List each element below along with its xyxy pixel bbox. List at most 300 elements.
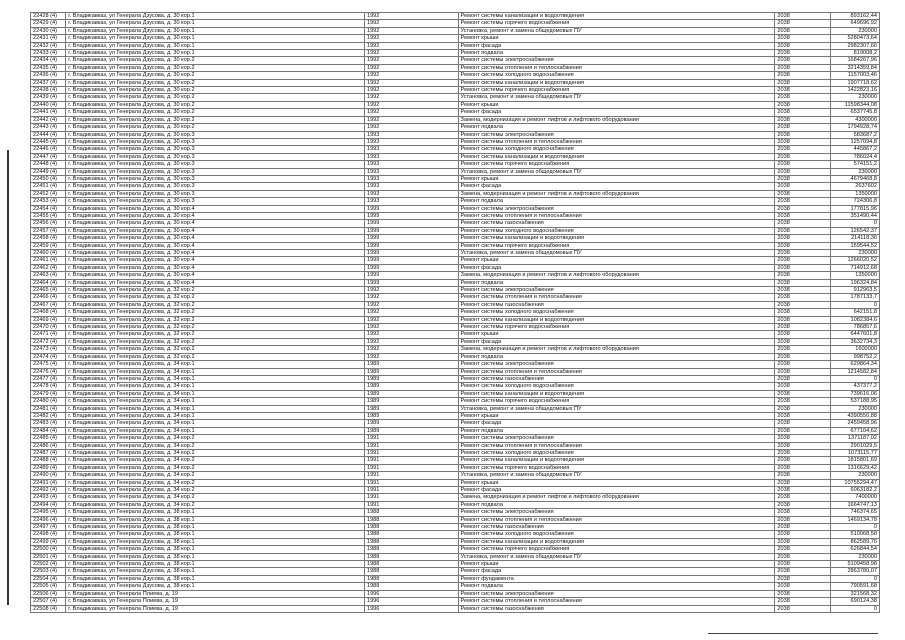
work-type-cell: Замена, модернизация и ремонт лифтов и лифтового оборудования bbox=[458, 190, 775, 197]
row-id-cell: 22437 (4) bbox=[31, 79, 66, 86]
cost-cell: 1371187,02 bbox=[830, 435, 879, 442]
table-row bbox=[31, 138, 880, 145]
plan-year-cell: 2038 bbox=[775, 50, 830, 57]
address-cell: г. Владикавказ, ул Генерала Дзусова, д. 34 кор.1 bbox=[66, 427, 365, 434]
plan-year-cell: 2038 bbox=[775, 435, 830, 442]
row-id-cell: 22483 (4) bbox=[31, 420, 66, 427]
work-type-cell: Установка, ремонт и замена общедомовых ПУ bbox=[458, 94, 775, 101]
plan-year-cell: 2038 bbox=[775, 412, 830, 419]
plan-year-cell: 2038 bbox=[775, 264, 830, 271]
table-row bbox=[31, 227, 880, 234]
year-cell: 1992 bbox=[364, 116, 458, 123]
cost-cell: 0 bbox=[830, 575, 879, 582]
year-cell: 1988 bbox=[364, 546, 458, 553]
row-id-cell: 22449 (4) bbox=[31, 168, 66, 175]
row-id-cell: 22505 (4) bbox=[31, 583, 66, 590]
cost-cell: 510068,58 bbox=[830, 531, 879, 538]
work-type-cell: Ремонт подвала bbox=[458, 353, 775, 360]
work-type-cell: Ремонт системы канализации и водоотведения bbox=[458, 457, 775, 464]
work-type-cell: Ремонт системы отопления и теплоснабжения bbox=[458, 516, 775, 523]
table-row bbox=[31, 309, 880, 316]
table-row bbox=[31, 190, 880, 197]
table-row bbox=[31, 13, 880, 20]
row-id-cell: 22508 (4) bbox=[31, 605, 66, 612]
cost-cell: 4390550,88 bbox=[830, 412, 879, 419]
cost-cell: 3214359,84 bbox=[830, 64, 879, 71]
table-row bbox=[31, 35, 880, 42]
year-cell: 1999 bbox=[364, 242, 458, 249]
work-type-cell: Ремонт системы горячего водоснабжения bbox=[458, 398, 775, 405]
year-cell: 1988 bbox=[364, 531, 458, 538]
year-cell: 1992 bbox=[364, 27, 458, 34]
table-row bbox=[31, 301, 880, 308]
work-type-cell: Ремонт фасада bbox=[458, 487, 775, 494]
cost-cell: 862589,76 bbox=[830, 538, 879, 545]
row-id-cell: 22475 (4) bbox=[31, 361, 66, 368]
cost-cell: 445867,2 bbox=[830, 146, 879, 153]
plan-year-cell: 2038 bbox=[775, 516, 830, 523]
year-cell: 1991 bbox=[364, 464, 458, 471]
work-type-cell: Ремонт системы канализации и водоотведения bbox=[458, 390, 775, 397]
year-cell: 1999 bbox=[364, 257, 458, 264]
year-cell: 1989 bbox=[364, 390, 458, 397]
year-cell: 1988 bbox=[364, 524, 458, 531]
cost-cell: 1214582,84 bbox=[830, 368, 879, 375]
row-id-cell: 22472 (4) bbox=[31, 338, 66, 345]
table-row bbox=[31, 472, 880, 479]
year-cell: 1992 bbox=[364, 346, 458, 353]
plan-year-cell: 2038 bbox=[775, 553, 830, 560]
year-cell: 1992 bbox=[364, 101, 458, 108]
plan-year-cell: 2038 bbox=[775, 57, 830, 64]
row-id-cell: 22470 (4) bbox=[31, 324, 66, 331]
year-cell: 1993 bbox=[364, 161, 458, 168]
year-cell: 1988 bbox=[364, 575, 458, 582]
row-id-cell: 22484 (4) bbox=[31, 427, 66, 434]
plan-year-cell: 2038 bbox=[775, 457, 830, 464]
row-id-cell: 22486 (4) bbox=[31, 442, 66, 449]
row-id-cell: 22493 (4) bbox=[31, 494, 66, 501]
year-cell: 1991 bbox=[364, 449, 458, 456]
work-type-cell: Ремонт системы электроснабжения bbox=[458, 509, 775, 516]
plan-year-cell: 2038 bbox=[775, 190, 830, 197]
work-type-cell: Ремонт системы холодного водоснабжения bbox=[458, 227, 775, 234]
plan-year-cell: 2038 bbox=[775, 257, 830, 264]
work-type-cell: Ремонт фасада bbox=[458, 420, 775, 427]
address-cell: г. Владикавказ, ул Генерала Дзусова, д. 30 кор.2 bbox=[66, 109, 365, 116]
address-cell: г. Владикавказ, ул Генерала Дзусова, д. 34 кор.2 bbox=[66, 464, 365, 471]
address-cell: г. Владикавказ, ул Генерала Дзусова, д. 30 кор.4 bbox=[66, 205, 365, 212]
year-cell: 1992 bbox=[364, 324, 458, 331]
signature-line bbox=[708, 633, 878, 634]
cost-cell: 1684267,96 bbox=[830, 57, 879, 64]
year-cell: 1992 bbox=[364, 338, 458, 345]
work-type-cell: Ремонт системы электроснабжения bbox=[458, 361, 775, 368]
table-row bbox=[31, 494, 880, 501]
address-cell: г. Владикавказ, ул Генерала Дзусова, д. 32 кор.2 bbox=[66, 301, 365, 308]
address-cell: г. Владикавказ, ул Генерала Дзусова, д. 38 кор.1 bbox=[66, 561, 365, 568]
year-cell: 1988 bbox=[364, 553, 458, 560]
address-cell: г. Владикавказ, ул Генерала Дзусова, д. 30 кор.3 bbox=[66, 183, 365, 190]
address-cell: г. Владикавказ, ул Генерала Дзусова, д. 32 кор.2 bbox=[66, 353, 365, 360]
work-type-cell: Ремонт системы газоснабжения bbox=[458, 220, 775, 227]
year-cell: 1989 bbox=[364, 368, 458, 375]
year-cell: 1999 bbox=[364, 235, 458, 242]
year-cell: 1992 bbox=[364, 20, 458, 27]
address-cell: г. Владикавказ, ул Генерала Дзусова, д. 34 кор.2 bbox=[66, 487, 365, 494]
year-cell: 1992 bbox=[364, 124, 458, 131]
work-type-cell: Ремонт системы газоснабжения bbox=[458, 301, 775, 308]
year-cell: 1999 bbox=[364, 250, 458, 257]
plan-year-cell: 2038 bbox=[775, 279, 830, 286]
year-cell: 1996 bbox=[364, 598, 458, 605]
cost-cell: 230000 bbox=[830, 553, 879, 560]
work-type-cell: Ремонт системы электроснабжения bbox=[458, 205, 775, 212]
year-cell: 1993 bbox=[364, 175, 458, 182]
table-row bbox=[31, 420, 880, 427]
address-cell: г. Владикавказ, ул Генерала Дзусова, д. 34 кор.1 bbox=[66, 420, 365, 427]
address-cell: г. Владикавказ, ул Генерала Дзусова, д. 32 кор.2 bbox=[66, 324, 365, 331]
work-type-cell: Ремонт системы канализации и водоотведения bbox=[458, 153, 775, 160]
plan-year-cell: 2038 bbox=[775, 324, 830, 331]
row-id-cell: 22478 (4) bbox=[31, 383, 66, 390]
table-row bbox=[31, 546, 880, 553]
table-row bbox=[31, 131, 880, 138]
work-type-cell: Ремонт системы отопления и теплоснабжения bbox=[458, 442, 775, 449]
address-cell: г. Владикавказ, ул Генерала Дзусова, д. 30 кор.1 bbox=[66, 42, 365, 49]
plan-year-cell: 2038 bbox=[775, 575, 830, 582]
year-cell: 1999 bbox=[364, 279, 458, 286]
cost-cell: 3632734,3 bbox=[830, 338, 879, 345]
row-id-cell: 22454 (4) bbox=[31, 205, 66, 212]
address-cell: г. Владикавказ, ул Генерала Дзусова, д. 34 кор.1 bbox=[66, 368, 365, 375]
cost-cell: 690124,38 bbox=[830, 598, 879, 605]
cost-cell: 746374,65 bbox=[830, 509, 879, 516]
year-cell: 1992 bbox=[364, 35, 458, 42]
address-cell: г. Владикавказ, ул Генерала Дзусова, д. 34 кор.2 bbox=[66, 449, 365, 456]
work-type-cell: Ремонт фасада bbox=[458, 42, 775, 49]
plan-year-cell: 2038 bbox=[775, 420, 830, 427]
year-cell: 1991 bbox=[364, 479, 458, 486]
plan-year-cell: 2038 bbox=[775, 35, 830, 42]
row-id-cell: 22448 (4) bbox=[31, 161, 66, 168]
table-row bbox=[31, 316, 880, 323]
table-row bbox=[31, 331, 880, 338]
table-row bbox=[31, 553, 880, 560]
work-type-cell: Ремонт системы электроснабжения bbox=[458, 590, 775, 597]
plan-year-cell: 2038 bbox=[775, 175, 830, 182]
year-cell: 1992 bbox=[364, 57, 458, 64]
plan-year-cell: 2038 bbox=[775, 109, 830, 116]
year-cell: 1992 bbox=[364, 316, 458, 323]
cost-cell: 230000 bbox=[830, 250, 879, 257]
plan-year-cell: 2038 bbox=[775, 487, 830, 494]
address-cell: г. Владикавказ, ул Генерала Дзусова, д. 30 кор.2 bbox=[66, 116, 365, 123]
year-cell: 1989 bbox=[364, 420, 458, 427]
plan-year-cell: 2038 bbox=[775, 168, 830, 175]
table-row bbox=[31, 457, 880, 464]
address-cell: г. Владикавказ, ул Генерала Дзусова, д. 34 кор.2 bbox=[66, 494, 365, 501]
cost-cell: 790591,68 bbox=[830, 583, 879, 590]
work-type-cell: Ремонт системы холодного водоснабжения bbox=[458, 146, 775, 153]
row-id-cell: 22490 (4) bbox=[31, 472, 66, 479]
plan-year-cell: 2038 bbox=[775, 294, 830, 301]
cost-cell: 786024,4 bbox=[830, 153, 879, 160]
row-id-cell: 22452 (4) bbox=[31, 190, 66, 197]
address-cell: г. Владикавказ, ул Генерала Дзусова, д. 30 кор.3 bbox=[66, 161, 365, 168]
address-cell: г. Владикавказ, ул Генерала Дзусова, д. 30 кор.4 bbox=[66, 235, 365, 242]
table-row bbox=[31, 72, 880, 79]
table-row bbox=[31, 501, 880, 508]
row-id-cell: 22488 (4) bbox=[31, 457, 66, 464]
plan-year-cell: 2038 bbox=[775, 598, 830, 605]
plan-year-cell: 2038 bbox=[775, 583, 830, 590]
row-id-cell: 22435 (4) bbox=[31, 64, 66, 71]
address-cell: г. Владикавказ, ул Генерала Дзусова, д. 30 кор.3 bbox=[66, 131, 365, 138]
work-type-cell: Замена, модернизация и ремонт лифтов и лифтового оборудования bbox=[458, 116, 775, 123]
year-cell: 1989 bbox=[364, 412, 458, 419]
work-type-cell: Ремонт системы канализации и водоотведения bbox=[458, 316, 775, 323]
cost-cell: 6537745,8 bbox=[830, 109, 879, 116]
plan-year-cell: 2038 bbox=[775, 205, 830, 212]
plan-year-cell: 2038 bbox=[775, 538, 830, 545]
row-id-cell: 22458 (4) bbox=[31, 235, 66, 242]
year-cell: 1993 bbox=[364, 153, 458, 160]
year-cell: 1992 bbox=[364, 309, 458, 316]
table-row bbox=[31, 242, 880, 249]
year-cell: 1992 bbox=[364, 331, 458, 338]
row-id-cell: 22432 (4) bbox=[31, 42, 66, 49]
row-id-cell: 22466 (4) bbox=[31, 294, 66, 301]
cost-cell: 2459458,96 bbox=[830, 420, 879, 427]
plan-year-cell: 2038 bbox=[775, 398, 830, 405]
cost-cell: 714912,68 bbox=[830, 264, 879, 271]
year-cell: 1991 bbox=[364, 435, 458, 442]
cost-cell: 739616,06 bbox=[830, 390, 879, 397]
plan-year-cell: 2038 bbox=[775, 153, 830, 160]
row-id-cell: 22479 (4) bbox=[31, 390, 66, 397]
year-cell: 1992 bbox=[364, 79, 458, 86]
row-id-cell: 22451 (4) bbox=[31, 183, 66, 190]
work-type-cell: Ремонт крыши bbox=[458, 412, 775, 419]
year-cell: 1993 bbox=[364, 168, 458, 175]
plan-year-cell: 2038 bbox=[775, 124, 830, 131]
cost-cell: 351490,44 bbox=[830, 212, 879, 219]
year-cell: 1988 bbox=[364, 516, 458, 523]
table-row bbox=[31, 449, 880, 456]
address-cell: г. Владикавказ, ул Генерала Дзусова, д. 38 кор.1 bbox=[66, 531, 365, 538]
work-type-cell: Установка, ремонт и замена общедомовых ПУ bbox=[458, 168, 775, 175]
table-row bbox=[31, 109, 880, 116]
work-type-cell: Ремонт подвала bbox=[458, 279, 775, 286]
row-id-cell: 22447 (4) bbox=[31, 153, 66, 160]
row-id-cell: 22442 (4) bbox=[31, 116, 66, 123]
cost-cell: 230000 bbox=[830, 94, 879, 101]
row-id-cell: 22440 (4) bbox=[31, 101, 66, 108]
address-cell: г. Владикавказ, ул Генерала Дзусова, д. 30 кор.4 bbox=[66, 272, 365, 279]
table-row bbox=[31, 124, 880, 131]
year-cell: 1992 bbox=[364, 64, 458, 71]
address-cell: г. Владикавказ, ул Генерала Плиева, д. 19 bbox=[66, 590, 365, 597]
table-row bbox=[31, 250, 880, 257]
address-cell: г. Владикавказ, ул Генерала Дзусова, д. 32 кор.2 bbox=[66, 346, 365, 353]
plan-year-cell: 2038 bbox=[775, 375, 830, 382]
plan-year-cell: 2038 bbox=[775, 568, 830, 575]
row-id-cell: 22450 (4) bbox=[31, 175, 66, 182]
address-cell: г. Владикавказ, ул Генерала Дзусова, д. 30 кор.1 bbox=[66, 20, 365, 27]
address-cell: г. Владикавказ, ул Генерала Дзусова, д. 34 кор.2 bbox=[66, 442, 365, 449]
work-type-cell: Ремонт системы холодного водоснабжения bbox=[458, 383, 775, 390]
work-type-cell: Ремонт крыши bbox=[458, 479, 775, 486]
plan-year-cell: 2038 bbox=[775, 116, 830, 123]
plan-year-cell: 2038 bbox=[775, 494, 830, 501]
address-cell: г. Владикавказ, ул Генерала Дзусова, д. 38 кор.1 bbox=[66, 568, 365, 575]
table-row bbox=[31, 398, 880, 405]
year-cell: 1992 bbox=[364, 287, 458, 294]
row-id-cell: 22441 (4) bbox=[31, 109, 66, 116]
table-row bbox=[31, 575, 880, 582]
cost-cell: 1794928,74 bbox=[830, 124, 879, 131]
plan-year-cell: 2038 bbox=[775, 72, 830, 79]
plan-year-cell: 2038 bbox=[775, 331, 830, 338]
work-type-cell: Ремонт системы горячего водоснабжения bbox=[458, 546, 775, 553]
work-type-cell: Ремонт системы канализации и водоотведения bbox=[458, 13, 775, 20]
row-id-cell: 22463 (4) bbox=[31, 272, 66, 279]
address-cell: г. Владикавказ, ул Генерала Дзусова, д. 32 кор.2 bbox=[66, 294, 365, 301]
work-type-cell: Ремонт системы газоснабжения bbox=[458, 375, 775, 382]
table-row bbox=[31, 146, 880, 153]
table-row bbox=[31, 479, 880, 486]
row-id-cell: 22474 (4) bbox=[31, 353, 66, 360]
address-cell: г. Владикавказ, ул Генерала Дзусова, д. 30 кор.4 bbox=[66, 279, 365, 286]
plan-year-cell: 2038 bbox=[775, 338, 830, 345]
cost-cell: 912963,5 bbox=[830, 287, 879, 294]
plan-year-cell: 2038 bbox=[775, 227, 830, 234]
plan-year-cell: 2038 bbox=[775, 383, 830, 390]
year-cell: 1988 bbox=[364, 538, 458, 545]
repair-plan-table bbox=[30, 12, 880, 613]
cost-cell: 321568,32 bbox=[830, 590, 879, 597]
year-cell: 1989 bbox=[364, 383, 458, 390]
plan-year-cell: 2038 bbox=[775, 42, 830, 49]
work-type-cell: Ремонт системы холодного водоснабжения bbox=[458, 309, 775, 316]
address-cell: г. Владикавказ, ул Генерала Дзусова, д. 30 кор.3 bbox=[66, 168, 365, 175]
year-cell: 1991 bbox=[364, 501, 458, 508]
cost-cell: 126542,37 bbox=[830, 227, 879, 234]
year-cell: 1992 bbox=[364, 353, 458, 360]
row-id-cell: 22477 (4) bbox=[31, 375, 66, 382]
plan-year-cell: 2038 bbox=[775, 561, 830, 568]
cost-cell: 893162,44 bbox=[830, 13, 879, 20]
year-cell: 1991 bbox=[364, 442, 458, 449]
work-type-cell: Ремонт системы горячего водоснабжения bbox=[458, 161, 775, 168]
work-type-cell: Ремонт системы горячего водоснабжения bbox=[458, 242, 775, 249]
table-row bbox=[31, 353, 880, 360]
address-cell: г. Владикавказ, ул Генерала Дзусова, д. 30 кор.2 bbox=[66, 94, 365, 101]
address-cell: г. Владикавказ, ул Генерала Дзусова, д. 34 кор.1 bbox=[66, 361, 365, 368]
row-id-cell: 22476 (4) bbox=[31, 368, 66, 375]
cost-cell: 626844,54 bbox=[830, 546, 879, 553]
cost-cell: 642151,8 bbox=[830, 309, 879, 316]
table-row bbox=[31, 220, 880, 227]
table-row bbox=[31, 487, 880, 494]
work-type-cell: Установка, ремонт и замена общедомовых ПУ bbox=[458, 553, 775, 560]
work-type-cell: Ремонт подвала bbox=[458, 124, 775, 131]
address-cell: г. Владикавказ, ул Генерала Дзусова, д. 30 кор.3 bbox=[66, 190, 365, 197]
address-cell: г. Владикавказ, ул Генерала Дзусова, д. 34 кор.1 bbox=[66, 412, 365, 419]
table-row bbox=[31, 361, 880, 368]
table-row bbox=[31, 42, 880, 49]
table-row bbox=[31, 590, 880, 597]
year-cell: 1993 bbox=[364, 183, 458, 190]
cost-cell: 214118,36 bbox=[830, 235, 879, 242]
address-cell: г. Владикавказ, ул Генерала Дзусова, д. 38 кор.1 bbox=[66, 583, 365, 590]
address-cell: г. Владикавказ, ул Генерала Дзусова, д. 30 кор.3 bbox=[66, 138, 365, 145]
cost-cell: 1157003,46 bbox=[830, 72, 879, 79]
plan-year-cell: 2038 bbox=[775, 242, 830, 249]
row-id-cell: 22464 (4) bbox=[31, 279, 66, 286]
plan-year-cell: 2038 bbox=[775, 161, 830, 168]
cost-cell: 1815801,69 bbox=[830, 457, 879, 464]
address-cell: г. Владикавказ, ул Генерала Дзусова, д. 32 кор.2 bbox=[66, 331, 365, 338]
address-cell: г. Владикавказ, ул Генерала Дзусова, д. 30 кор.2 bbox=[66, 64, 365, 71]
work-type-cell: Ремонт подвала bbox=[458, 501, 775, 508]
address-cell: г. Владикавказ, ул Генерала Плиева, д. 19 bbox=[66, 605, 365, 612]
cost-cell: 230000 bbox=[830, 168, 879, 175]
address-cell: г. Владикавказ, ул Генерала Дзусова, д. 30 кор.1 bbox=[66, 35, 365, 42]
year-cell: 1989 bbox=[364, 398, 458, 405]
table-row bbox=[31, 287, 880, 294]
year-cell: 1992 bbox=[364, 72, 458, 79]
work-type-cell: Установка, ремонт и замена общедомовых ПУ bbox=[458, 405, 775, 412]
plan-year-cell: 2038 bbox=[775, 27, 830, 34]
address-cell: г. Владикавказ, ул Генерала Дзусова, д. 30 кор.3 bbox=[66, 175, 365, 182]
address-cell: г. Владикавказ, ул Генерала Дзусова, д. 30 кор.3 bbox=[66, 146, 365, 153]
row-id-cell: 22498 (4) bbox=[31, 531, 66, 538]
cost-cell: 1469134,78 bbox=[830, 516, 879, 523]
work-type-cell: Ремонт системы отопления и теплоснабжения bbox=[458, 598, 775, 605]
row-id-cell: 22461 (4) bbox=[31, 257, 66, 264]
address-cell: г. Владикавказ, ул Генерала Дзусова, д. 30 кор.3 bbox=[66, 198, 365, 205]
work-type-cell: Ремонт крыши bbox=[458, 561, 775, 568]
plan-year-cell: 2038 bbox=[775, 183, 830, 190]
table-row bbox=[31, 346, 880, 353]
address-cell: г. Владикавказ, ул Генерала Дзусова, д. 32 кор.2 bbox=[66, 338, 365, 345]
cost-cell: 1422823,16 bbox=[830, 87, 879, 94]
address-cell: г. Владикавказ, ул Генерала Дзусова, д. 34 кор.2 bbox=[66, 435, 365, 442]
table-row bbox=[31, 338, 880, 345]
year-cell: 1992 bbox=[364, 294, 458, 301]
address-cell: г. Владикавказ, ул Генерала Дзусова, д. 30 кор.2 bbox=[66, 124, 365, 131]
table-row bbox=[31, 464, 880, 471]
year-cell: 1992 bbox=[364, 94, 458, 101]
address-cell: г. Владикавказ, ул Генерала Дзусова, д. 30 кор.1 bbox=[66, 50, 365, 57]
cost-cell: 786857,6 bbox=[830, 324, 879, 331]
row-id-cell: 22430 (4) bbox=[31, 27, 66, 34]
address-cell: г. Владикавказ, ул Генерала Дзусова, д. 38 кор.1 bbox=[66, 509, 365, 516]
work-type-cell: Ремонт системы электроснабжения bbox=[458, 131, 775, 138]
year-cell: 1991 bbox=[364, 494, 458, 501]
year-cell: 1992 bbox=[364, 109, 458, 116]
plan-year-cell: 2038 bbox=[775, 101, 830, 108]
plan-year-cell: 2038 bbox=[775, 220, 830, 227]
work-type-cell: Ремонт подвала bbox=[458, 583, 775, 590]
address-cell: г. Владикавказ, ул Генерала Дзусова, д. 38 кор.1 bbox=[66, 553, 365, 560]
address-cell: г. Владикавказ, ул Генерала Дзусова, д. 30 кор.2 bbox=[66, 72, 365, 79]
cost-cell: 230000 bbox=[830, 472, 879, 479]
work-type-cell: Ремонт подвала bbox=[458, 198, 775, 205]
address-cell: г. Владикавказ, ул Генерала Плиева, д. 19 bbox=[66, 598, 365, 605]
